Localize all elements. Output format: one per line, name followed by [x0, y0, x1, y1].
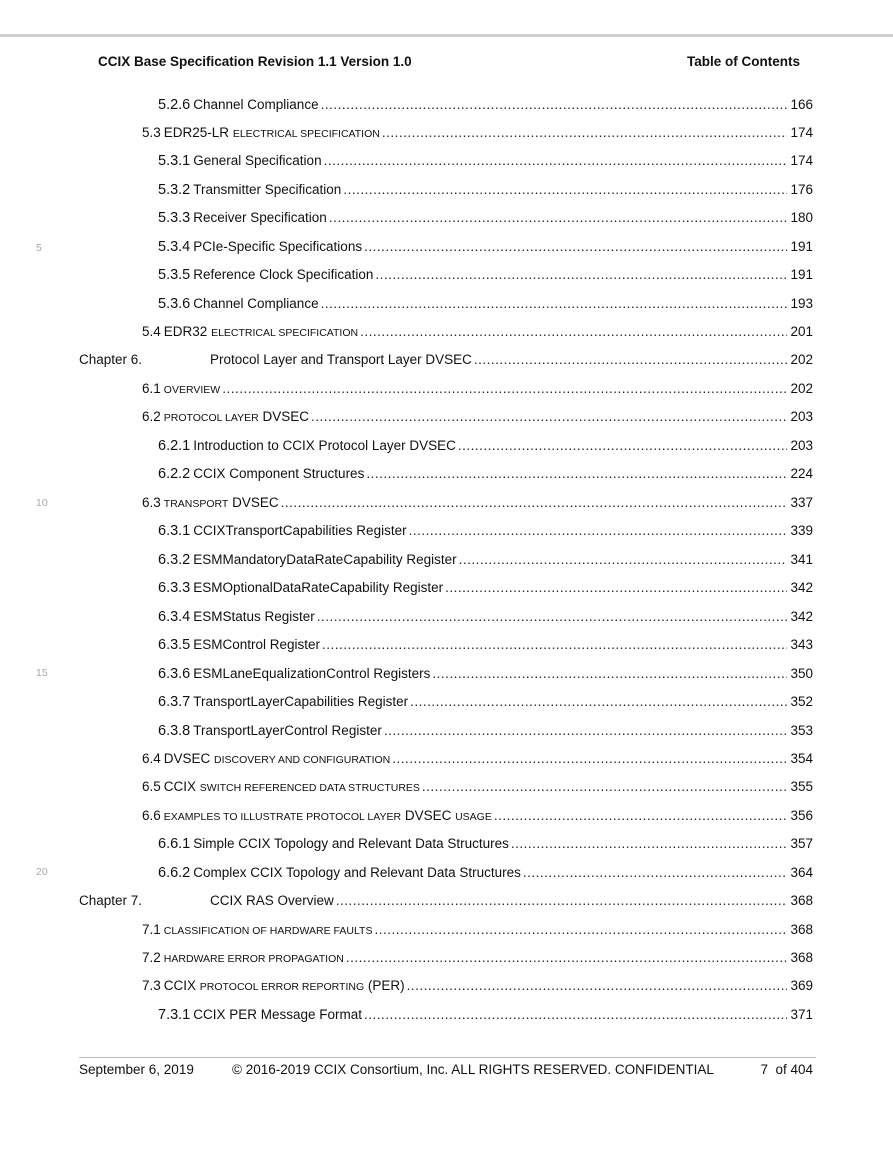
toc-title: Receiver Specification	[193, 210, 327, 225]
dot-leader	[375, 266, 787, 284]
toc-title: ESMControl Register	[193, 637, 321, 652]
toc-title: EDR32 ELECTRICAL SPECIFICATION	[163, 324, 359, 339]
toc-number: 6.6.1	[158, 836, 191, 852]
toc-page: 203	[790, 409, 813, 424]
toc-title: CCIXTransportCapabilities Register	[193, 523, 407, 538]
toc-title: DVSEC DISCOVERY AND CONFIGURATION	[163, 751, 391, 766]
dot-leader	[432, 665, 787, 683]
toc-number: 6.6.2	[158, 865, 191, 881]
toc-page: 368	[790, 922, 813, 937]
toc-title: OVERVIEW	[163, 384, 221, 396]
toc-entry[interactable]	[158, 209, 813, 227]
dot-leader	[346, 949, 787, 967]
toc-entry[interactable]	[142, 750, 813, 769]
dot-leader	[407, 977, 787, 995]
toc-page: 180	[790, 210, 813, 225]
dot-leader	[445, 579, 787, 597]
toc-title: CCIX PER Message Format	[193, 1007, 363, 1022]
toc-number: 6.2.1	[158, 438, 191, 454]
toc-page: 342	[790, 580, 813, 595]
toc-entry[interactable]	[142, 408, 813, 427]
dot-leader	[511, 835, 787, 853]
toc-number: 5.2.6	[158, 97, 191, 113]
toc-page: 371	[790, 1007, 813, 1022]
toc-page: 339	[790, 523, 813, 538]
dot-leader	[458, 437, 787, 455]
toc-title: TransportLayerControl Register	[193, 723, 382, 738]
toc-title: PROTOCOL LAYER DVSEC	[163, 409, 309, 424]
dot-leader	[366, 465, 787, 483]
toc-page: 203	[790, 438, 813, 453]
toc-page: 174	[790, 125, 813, 140]
dot-leader	[422, 778, 787, 796]
toc-title: ESMMandatoryDataRateCapability Register	[193, 552, 457, 567]
dot-leader	[324, 152, 787, 170]
toc-title: Introduction to CCIX Protocol Layer DVSEC	[193, 438, 456, 453]
dot-leader	[321, 295, 787, 313]
line-number: 20	[36, 866, 48, 878]
toc-entry[interactable]	[158, 722, 813, 740]
toc-number: 5.3.4	[158, 239, 191, 255]
toc-entry[interactable]	[158, 835, 813, 853]
toc-title: CCIX PROTOCOL ERROR REPORTING (PER)	[163, 978, 405, 993]
toc-entry[interactable]	[158, 238, 813, 256]
toc-entry[interactable]	[142, 124, 813, 143]
dot-leader	[364, 238, 787, 256]
toc-number: 6.3.6	[158, 666, 191, 682]
dot-leader	[494, 807, 787, 825]
line-number: 15	[36, 667, 48, 679]
dot-leader	[336, 892, 787, 910]
toc-title: ESMStatus Register	[193, 609, 315, 624]
toc-entry[interactable]	[142, 921, 813, 940]
line-number: 10	[36, 497, 48, 509]
toc-title: HARDWARE ERROR PROPAGATION	[163, 953, 344, 965]
toc-page: 202	[790, 352, 813, 367]
toc-number: 6.5	[142, 779, 161, 794]
dot-leader	[321, 96, 787, 114]
toc-number: 5.3.3	[158, 210, 191, 226]
toc-title: CLASSIFICATION OF HARDWARE FAULTS	[163, 925, 373, 937]
toc-number: 6.1	[142, 381, 161, 396]
toc-page: 224	[790, 466, 813, 481]
toc-page: 174	[790, 153, 813, 168]
toc-number: 6.2.2	[158, 466, 191, 482]
toc-entry[interactable]	[158, 266, 813, 284]
toc-entry[interactable]	[158, 437, 813, 455]
toc-page: 193	[790, 296, 813, 311]
toc-entry[interactable]	[158, 608, 813, 626]
running-header-title: CCIX Base Specification Revision 1.1 Version 1.0	[98, 54, 412, 69]
toc-title: EXAMPLES TO ILLUSTRATE PROTOCOL LAYER DVSEC USAGE	[163, 808, 492, 823]
toc-entry[interactable]	[158, 181, 813, 199]
chapter-number: Chapter 6.	[79, 352, 143, 367]
toc-number: 5.3.1	[158, 153, 191, 169]
dot-leader	[360, 323, 787, 341]
toc-number: 6.2	[142, 409, 161, 424]
dot-leader	[329, 209, 787, 227]
dot-leader	[384, 722, 787, 740]
toc-entry[interactable]	[158, 465, 813, 483]
toc-page: 176	[790, 182, 813, 197]
toc-page: 191	[790, 239, 813, 254]
toc-number: 5.3.6	[158, 296, 191, 312]
toc-number: 6.3	[142, 495, 161, 510]
toc-page: 355	[790, 779, 813, 794]
toc-number: 5.3	[142, 125, 161, 140]
toc-title: Protocol Layer and Transport Layer DVSEC	[210, 352, 472, 367]
toc-page: 368	[790, 893, 813, 908]
toc-entry[interactable]	[142, 949, 813, 968]
footer-copyright: © 2016-2019 CCIX Consortium, Inc. ALL RIGHTS RESERVED. CONFIDENTIAL	[232, 1062, 714, 1077]
toc-page: 368	[790, 950, 813, 965]
dot-leader	[311, 408, 787, 426]
header-rule	[0, 34, 893, 37]
toc-number: 6.3.2	[158, 552, 191, 568]
toc-title: TRANSPORT DVSEC	[163, 495, 279, 510]
toc-title: ESMLaneEqualizationControl Registers	[193, 666, 431, 681]
toc-number: 6.3.8	[158, 723, 191, 739]
line-number: 5	[36, 242, 42, 254]
chapter-number: Chapter 7.	[79, 893, 143, 908]
dot-leader	[459, 551, 787, 569]
running-header-section: Table of Contents	[687, 54, 800, 69]
toc-number: 5.3.5	[158, 267, 191, 283]
toc-page: 343	[790, 637, 813, 652]
toc-title: Reference Clock Specification	[193, 267, 374, 282]
toc-page: 353	[790, 723, 813, 738]
dot-leader	[374, 921, 787, 939]
toc-entry[interactable]	[158, 1006, 813, 1024]
toc-entry[interactable]	[142, 380, 813, 399]
toc-title: PCIe-Specific Specifications	[193, 239, 363, 254]
toc-page: 354	[790, 751, 813, 766]
toc-number: 6.3.5	[158, 637, 191, 653]
toc-chapter-entry[interactable]	[79, 351, 813, 369]
toc-entry[interactable]	[142, 977, 813, 996]
toc-page: 352	[790, 694, 813, 709]
toc-entry[interactable]	[158, 636, 813, 654]
toc-title: ESMOptionalDataRateCapability Register	[193, 580, 444, 595]
toc-page: 337	[790, 495, 813, 510]
toc-page: 350	[790, 666, 813, 681]
toc-entry[interactable]	[158, 96, 813, 114]
footer-date: September 6, 2019	[79, 1062, 194, 1077]
toc-number: 6.4	[142, 751, 161, 766]
toc-page: 364	[790, 865, 813, 880]
dot-leader	[322, 636, 787, 654]
toc-entry[interactable]	[158, 295, 813, 313]
toc-entry[interactable]	[158, 579, 813, 597]
toc-number: 7.2	[142, 950, 161, 965]
toc-title: CCIX RAS Overview	[210, 893, 334, 908]
toc-page: 369	[790, 978, 813, 993]
toc-title: Transmitter Specification	[193, 182, 342, 197]
dot-leader	[281, 494, 787, 512]
toc-number: 6.3.7	[158, 694, 191, 710]
toc-title: Channel Compliance	[193, 97, 319, 112]
dot-leader	[343, 181, 787, 199]
toc-entry[interactable]	[142, 494, 813, 513]
toc-title: Complex CCIX Topology and Relevant Data Structures	[193, 865, 521, 880]
footer-page-number: 7 of 404	[760, 1062, 813, 1077]
toc-page: 191	[790, 267, 813, 282]
toc-chapter-entry[interactable]	[79, 892, 813, 910]
toc-title: Simple CCIX Topology and Relevant Data Structures	[193, 836, 509, 851]
toc-page: 166	[790, 97, 813, 112]
toc-title: CCIX Component Structures	[193, 466, 365, 481]
toc-number: 5.3.2	[158, 182, 191, 198]
toc-page: 356	[790, 808, 813, 823]
toc-entry[interactable]	[158, 551, 813, 569]
toc-entry[interactable]	[158, 864, 813, 882]
toc-number: 7.3.1	[158, 1007, 191, 1023]
toc-entry[interactable]	[158, 152, 813, 170]
dot-leader	[474, 351, 787, 369]
toc-entry[interactable]	[142, 778, 813, 797]
toc-number: 6.6	[142, 808, 161, 823]
toc-page: 357	[790, 836, 813, 851]
dot-leader	[410, 693, 787, 711]
dot-leader	[222, 380, 787, 398]
toc-entry[interactable]	[158, 665, 813, 683]
toc-entry[interactable]	[142, 323, 813, 342]
toc-title: CCIX SWITCH REFERENCED DATA STRUCTURES	[163, 779, 420, 794]
toc-number: 6.3.3	[158, 580, 191, 596]
toc-title: EDR25-LR ELECTRICAL SPECIFICATION	[163, 125, 380, 140]
toc-title: General Specification	[193, 153, 322, 168]
toc-number: 5.4	[142, 324, 161, 339]
toc-page: 342	[790, 609, 813, 624]
toc-entry[interactable]	[142, 807, 813, 826]
toc-number: 6.3.4	[158, 609, 191, 625]
dot-leader	[409, 522, 787, 540]
toc-number: 7.1	[142, 922, 161, 937]
toc-page: 341	[790, 552, 813, 567]
dot-leader	[317, 608, 787, 626]
toc-number: 7.3	[142, 978, 161, 993]
dot-leader	[364, 1006, 787, 1024]
toc-title: TransportLayerCapabilities Register	[193, 694, 409, 709]
toc-number: 6.3.1	[158, 523, 191, 539]
toc-entry[interactable]	[158, 522, 813, 540]
toc-entry[interactable]	[158, 693, 813, 711]
toc-page: 202	[790, 381, 813, 396]
toc-page: 201	[790, 324, 813, 339]
footer-rule	[79, 1057, 816, 1058]
toc-title: Channel Compliance	[193, 296, 319, 311]
dot-leader	[523, 864, 787, 882]
dot-leader	[382, 124, 787, 142]
dot-leader	[392, 750, 787, 768]
